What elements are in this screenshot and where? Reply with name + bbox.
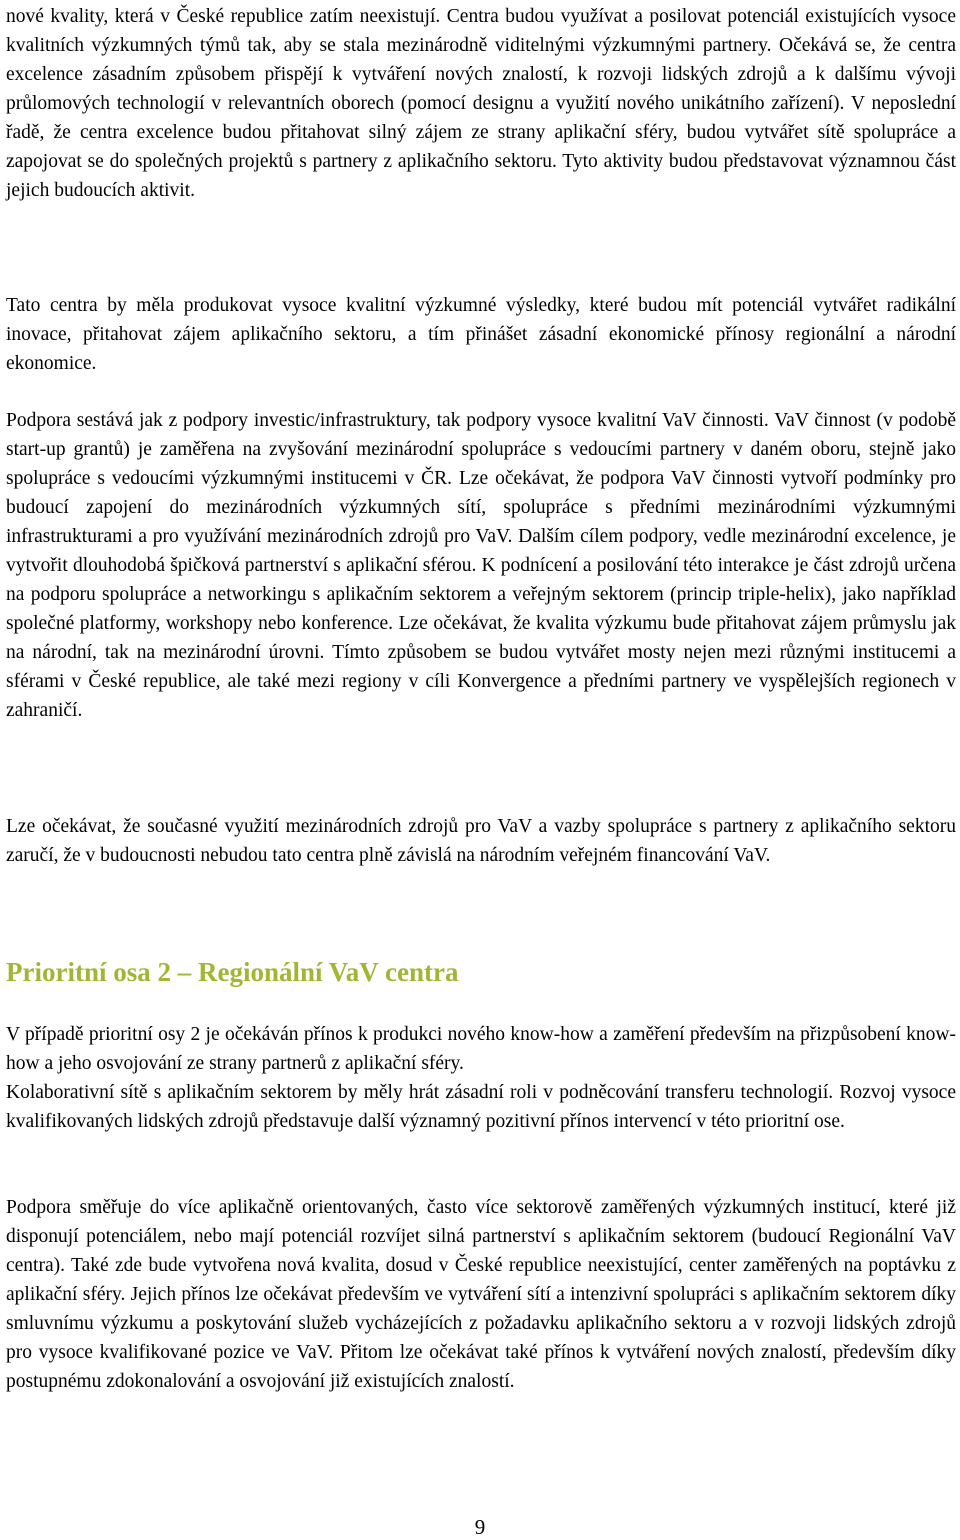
paragraph-vysledky: Tato centra by měla produkovat vysoce kvalitní výzkumné výsledky, které budou mít potenciál vytvářet radikální inovace, přitahovat zájem aplikačního sektoru, a tím přinášet zásadní ekonomické přínosy regionální a národní ekonomice.	[6, 295, 956, 374]
paragraph-podpora: Podpora sestává jak z podpory investic/infrastruktury, tak podpory vysoce kvalitní VaV činnosti. VaV činnost (v podobě start-up grantů) je zaměřena na zvyšování mezinárodní spolupráce s vedoucími partnery v daném oboru, stejně jako spolupráce s vedoucími výzkumnými institucemi v ČR. Lze očekávat, že podpora VaV činnosti vytvoří podmínky pro budoucí zapojení do mezinárodních výzkumných sítí, spolupráce s předními mezinárodními výzkumnými infrastrukturami a pro využívání mezinárodních zdrojů pro VaV. Dalším cílem podpory, vedle mezinárodní excelence, je vytvořit dlouhodobá špičková partnerství s aplikační sférou. K podnícení a posilování této interakce je část zdrojů určena na podporu spolupráce a networkingu s aplikačním sektorem a veřejným sektorem (princip triple-helix), jako například společné platformy, workshopy nebo konference. Lze očekávat, že kvalita výzkumu bude přitahovat zájem průmyslu jak na národní, tak na mezinárodní úrovni. Tímto způsobem se budou vytvářet mosty nejen mezi různými institucemi a sférami v České republice, ale také mezi regiony v cíli Konvergence a předními partnery ve vyspělejších regionech v zahraničí.	[6, 410, 956, 721]
section-heading: Prioritní osa 2 – Regionální VaV centra	[6, 957, 459, 987]
page-number: 9	[474, 1515, 486, 1539]
paragraph-kolaborativni-site: Kolaborativní sítě s aplikačním sektorem by měly hrát zásadní roli v podněcování transferu technologií. Rozvoj vysoce kvalifikovaných lidských zdrojů představuje další významný pozitivní přínos intervencí v této prioritní ose.	[6, 1082, 956, 1132]
paragraph-know-how: V případě prioritní osy 2 je očekáván přínos k produkci nového know-how a zaměření především na přizpůsobení know-how a jeho osvojování ze strany partnerů z aplikační sféry.	[6, 1024, 956, 1074]
paragraph-centra-excelence: nové kvality, která v České republice zatím neexistují. Centra budou využívat a posilovat potenciál existujících vysoce kvalitních výzkumných týmů tak, aby se stala mezinárodně viditelnými výzkumnými partnery. Očekává se, že centra excelence zásadním způsobem přispějí k vytváření nových znalostí, k rozvoji lidských zdrojů a k dalšímu vývoji průlomových technologií v relevantních oborech (pomocí designu a využití nového unikátního zařízení). V neposlední řadě, že centra excelence budou přitahovat silný zájem ze strany aplikační sféry, budou vytvářet sítě spolupráce a zapojovat se do společných projektů s partnery z aplikačního sektoru. Tyto aktivity budou představovat významnou část jejich budoucích aktivit.	[6, 6, 956, 201]
paragraph-financovani: Lze očekávat, že současné využití mezinárodních zdrojů pro VaV a vazby spolupráce s partnery z aplikačního sektoru zaručí, že v budoucnosti nebudou tato centra plně závislá na národním veřejném financování VaV.	[6, 816, 956, 866]
paragraph-regionalni-centra: Podpora směřuje do více aplikačně orientovaných, často více sektorově zaměřených výzkumných institucí, které již disponují potenciálem, nebo mají potenciál rozvíjet silná partnerství s aplikačním sektorem (budoucí Regionální VaV centra). Také zde bude vytvořena nová kvalita, dosud v České republice neexistující, center zaměřených na poptávku z aplikační sféry. Jejich přínos lze očekávat především ve vytváření sítí a intenzivní spolupráci s aplikačním sektorem díky smluvnímu výzkumu a poskytování služeb vycházejících z požadavku aplikačního sektoru a v rozvoji lidských zdrojů pro vysoce kvalifikované pozice ve VaV. Přitom lze očekávat také přínos k vytváření nových znalostí, především díky postupnému zdokonalování a osvojování již existujících znalostí.	[6, 1197, 956, 1392]
